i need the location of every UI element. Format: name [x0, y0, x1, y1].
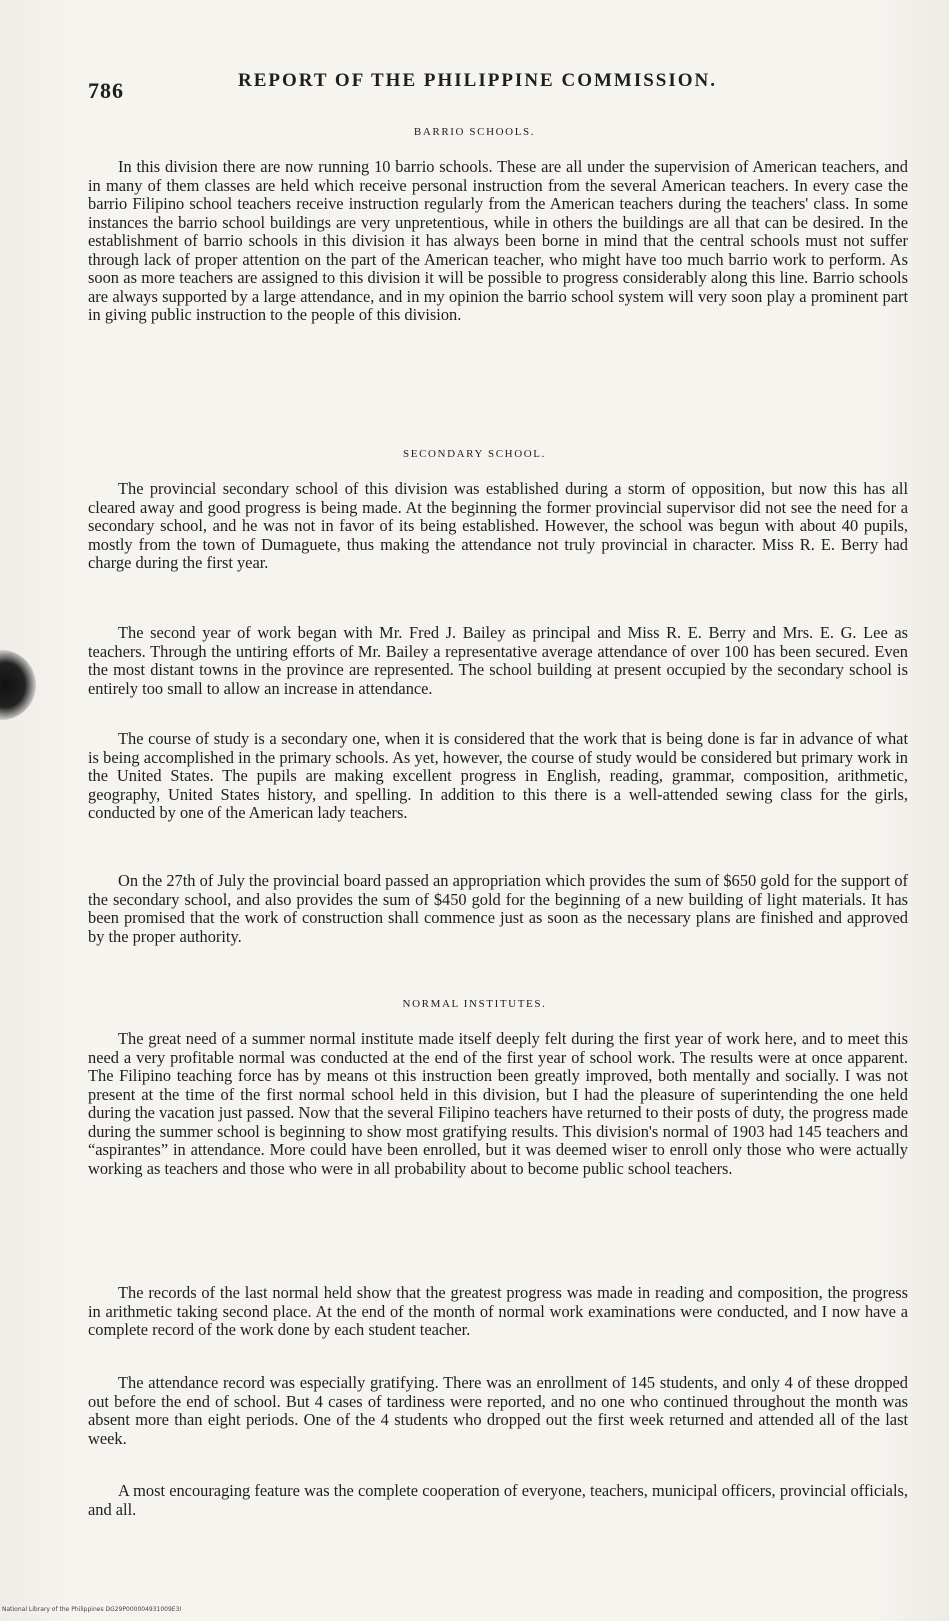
section-heading-secondary-school: SECONDARY SCHOOL.	[403, 448, 546, 460]
paragraph-normal-institutes-3: The attendance record was especially gratifying. There was an enrollment of 145 students, and only 4 of these dropped out before the end of school. But 4 cases of tardiness were reported, and no one who continued throughout the month was absent more than eight periods. One of the 4 students who dropped out the first week returned and attended all of the last week.	[88, 1373, 908, 1448]
page-header	[88, 64, 868, 104]
section-heading-normal-institutes: NORMAL INSTITUTES.	[402, 998, 547, 1010]
paragraph-secondary-school-1: The provincial secondary school of this division was established during a storm of opposition, but now this has all cleared away and good progress is being made. At the beginning the former provincial supervisor did not see the need for a secondary school, and he was not in favor of its being established. However, the school was begun with about 40 pupils, mostly from the town of Dumaguete, thus making the attendance not truly provincial in character. Miss R. E. Berry had charge during the first year.	[88, 479, 908, 572]
paragraph-secondary-school-3: The course of study is a secondary one, when it is considered that the work that is being done is far in advance of what is being accomplished in the primary schools. As yet, however, the course of study would be considered but primary work in the United States. The pupils are making excellent progress in English, reading, grammar, composition, arithmetic, geography, United States history, and spelling. In addition to this there is a well-attended sewing class for the girls, conducted by one of the American lady teachers.	[88, 729, 908, 822]
scan-thumb-blot	[0, 650, 36, 720]
paragraph-normal-institutes-2: The records of the last normal held show that the greatest progress was made in reading and composition, the progress in arithmetic taking second place. At the end of the month of normal work examinations were conducted, and I now have a complete record of the work done by each student teacher.	[88, 1283, 908, 1339]
section-heading-barrio-schools: BARRIO SCHOOLS.	[413, 126, 536, 138]
paragraph-barrio-schools: In this division there are now running 10 barrio schools. These are all under the supervision of American teachers, and in many of them classes are held which receive personal instruction from the several American teachers. In every case the barrio Filipino school teachers receive instruction regularly from the American teachers during the teachers' class. In some instances the barrio school buildings are very unpretentious, while in others the buildings are all that can be desired. In the establishment of barrio schools in this division it has always been borne in mind that the central schools must not suffer through lack of proper attention on the part of the American teacher, who might have too much barrio work to perform. As soon as more teachers are assigned to this division it will be possible to progress considerably along this line. Barrio schools are always supported by a large attendance, and in my opinion the barrio school system will very soon play a prominent part in giving public instruction to the people of this division.	[88, 157, 908, 324]
paragraph-secondary-school-4: On the 27th of July the provincial board passed an appropriation which provides the sum of $650 gold for the support of the secondary school, and also provides the sum of $450 gold for the beginning of a new building of light materials. It has been promised that the work of construction shall commence just as soon as the necessary plans are finished and approved by the proper authority.	[88, 871, 908, 946]
paragraph-secondary-school-2: The second year of work began with Mr. Fred J. Bailey as principal and Miss R. E. Berry and Mrs. E. G. Lee as teachers. Through the untiring efforts of Mr. Bailey a representative average attendance of over 100 has been secured. Even the most distant towns in the province are represented. The school building at present occupied by the secondary school is entirely too small to allow an increase in attendance.	[88, 623, 908, 698]
paragraph-normal-institutes-1: The great need of a summer normal institute made itself deeply felt during the first year of work here, and to meet this need a very profitable normal was conducted at the end of the first year of school work. The results were at once apparent. The Filipino teaching force has by means ot this instruction been greatly improved, both mentally and socially. I was not present at the time of the first normal school held in this division, but I had the pleasure of superintending the one held during the vacation just passed. Now that the several Filipino teachers have returned to their posts of duty, the progress made during the summer school is beginning to show most gratifying results. This division's normal of 1903 had 145 teachers and “aspirantes” in attendance. More could have been enrolled, but it was deemed wiser to enroll only those who were actually working as teachers and those who were in all probability about to become public school teachers.	[88, 1029, 908, 1178]
paragraph-normal-institutes-4: A most encouraging feature was the complete cooperation of everyone, teachers, municipal officers, provincial officials, and all.	[88, 1481, 908, 1519]
page-number: 786	[88, 78, 124, 103]
scan-footer-note: National Library of the Philippines DG29P000004931009E3I	[2, 1606, 182, 1613]
running-title: REPORT OF THE PHILIPPINE COMMISSION.	[238, 70, 718, 91]
